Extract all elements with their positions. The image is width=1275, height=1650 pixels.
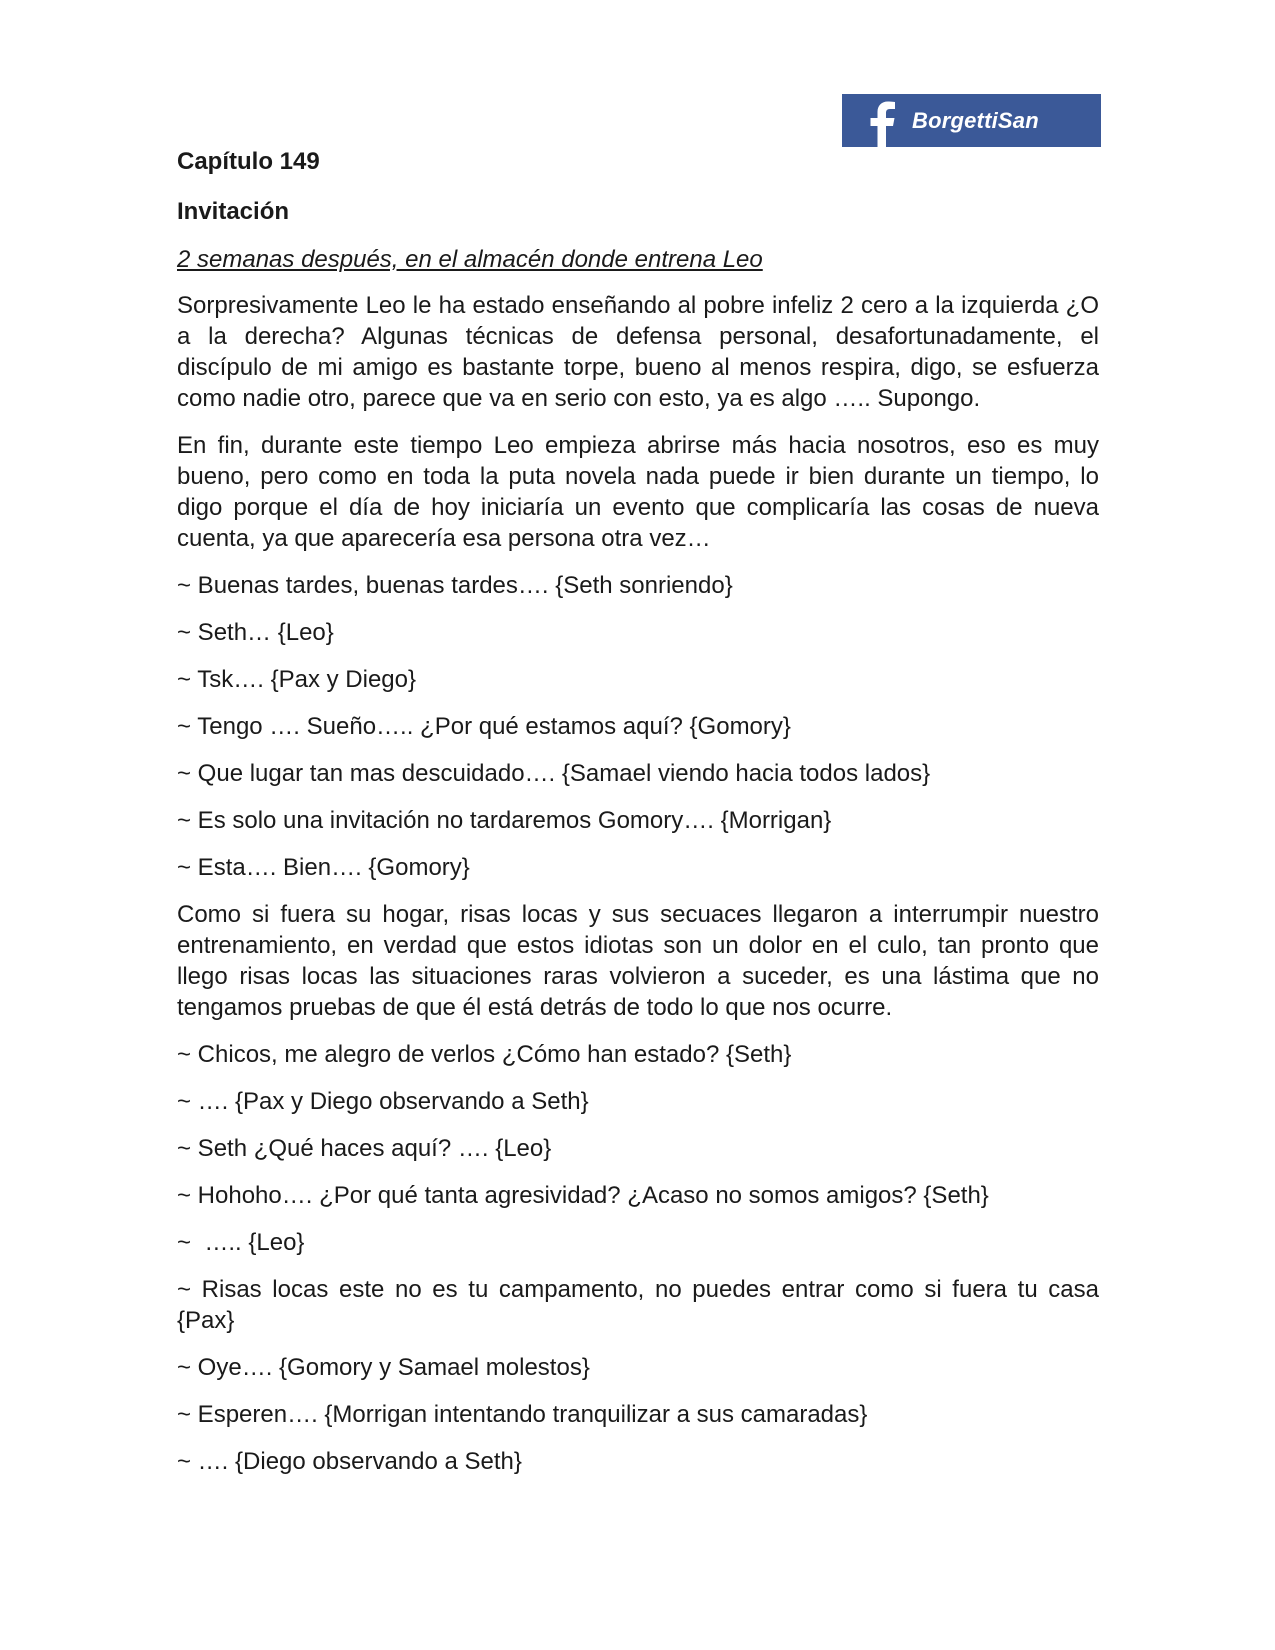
dialog-line: ~ Esta…. Bien…. {Gomory} — [177, 854, 470, 881]
document-body — [177, 140, 1099, 1477]
dialog-line: ~ Risas locas este no es tu campamento, no puedes entrar como si fuera tu casa {Pax} — [177, 1276, 1099, 1334]
dialog-line: ~ Seth… {Leo} — [177, 619, 334, 646]
dialog-line: ~ Esperen…. {Morrigan intentando tranquilizar a sus camaradas} — [177, 1401, 868, 1428]
chapter-number: Capítulo 149 — [177, 148, 320, 175]
dialog-line: ~ …. {Diego observando a Seth} — [177, 1448, 522, 1475]
paragraph: Sorpresivamente Leo le ha estado enseñando al pobre infeliz 2 cero a la izquierda ¿O a la derecha? Algunas técnicas de defensa personal, desafortunadamente, el discípulo de mi amigo es bastante torpe, bueno al menos respira, digo, se esfuerza como nadie otro, parece que va en serio con esto, ya es algo ….. Supongo. — [177, 292, 1099, 412]
dialog-line: ~ Tengo …. Sueño….. ¿Por qué estamos aquí? {Gomory} — [177, 713, 791, 740]
dialog-line: ~ ….. {Leo} — [177, 1229, 305, 1256]
badge-name: BorgettiSan — [912, 107, 1039, 133]
dialog-line: ~ Chicos, me alegro de verlos ¿Cómo han estado? {Seth} — [177, 1041, 792, 1068]
paragraph: Como si fuera su hogar, risas locas y sus secuaces llegaron a interrumpir nuestro entrenamiento, en verdad que estos idiotas son un dolor en el culo, tan pronto que llego risas locas las situaciones raras volvieron a suceder, es una lástima que no tengamos pruebas de que él está detrás de todo lo que nos ocurre. — [177, 901, 1099, 1021]
dialog-line: ~ …. {Pax y Diego observando a Seth} — [177, 1088, 589, 1115]
dialog-line: ~ Es solo una invitación no tardaremos Gomory…. {Morrigan} — [177, 807, 832, 834]
dialog-line: ~ Que lugar tan mas descuidado…. {Samael viendo hacia todos lados} — [177, 760, 931, 787]
dialog-line: ~ Tsk…. {Pax y Diego} — [177, 666, 417, 693]
scene-heading: 2 semanas después, en el almacén donde entrena Leo — [177, 246, 763, 273]
dialog-line: ~ Buenas tardes, buenas tardes…. {Seth sonriendo} — [177, 572, 733, 599]
dialog-line: ~ Oye…. {Gomory y Samael molestos} — [177, 1354, 590, 1381]
dialog-line: ~ Seth ¿Qué haces aquí? …. {Leo} — [177, 1135, 552, 1162]
paragraph: En fin, durante este tiempo Leo empieza abrirse más hacia nosotros, eso es muy bueno, pero como en toda la puta novela nada puede ir bien durante un tiempo, lo digo porque el día de hoy iniciaría un evento que complicaría las cosas de nueva cuenta, ya que aparecería esa persona otra vez… — [177, 432, 1099, 552]
dialog-line: ~ Hohoho…. ¿Por qué tanta agresividad? ¿Acaso no somos amigos? {Seth} — [177, 1182, 989, 1209]
chapter-title: Invitación — [177, 198, 290, 225]
